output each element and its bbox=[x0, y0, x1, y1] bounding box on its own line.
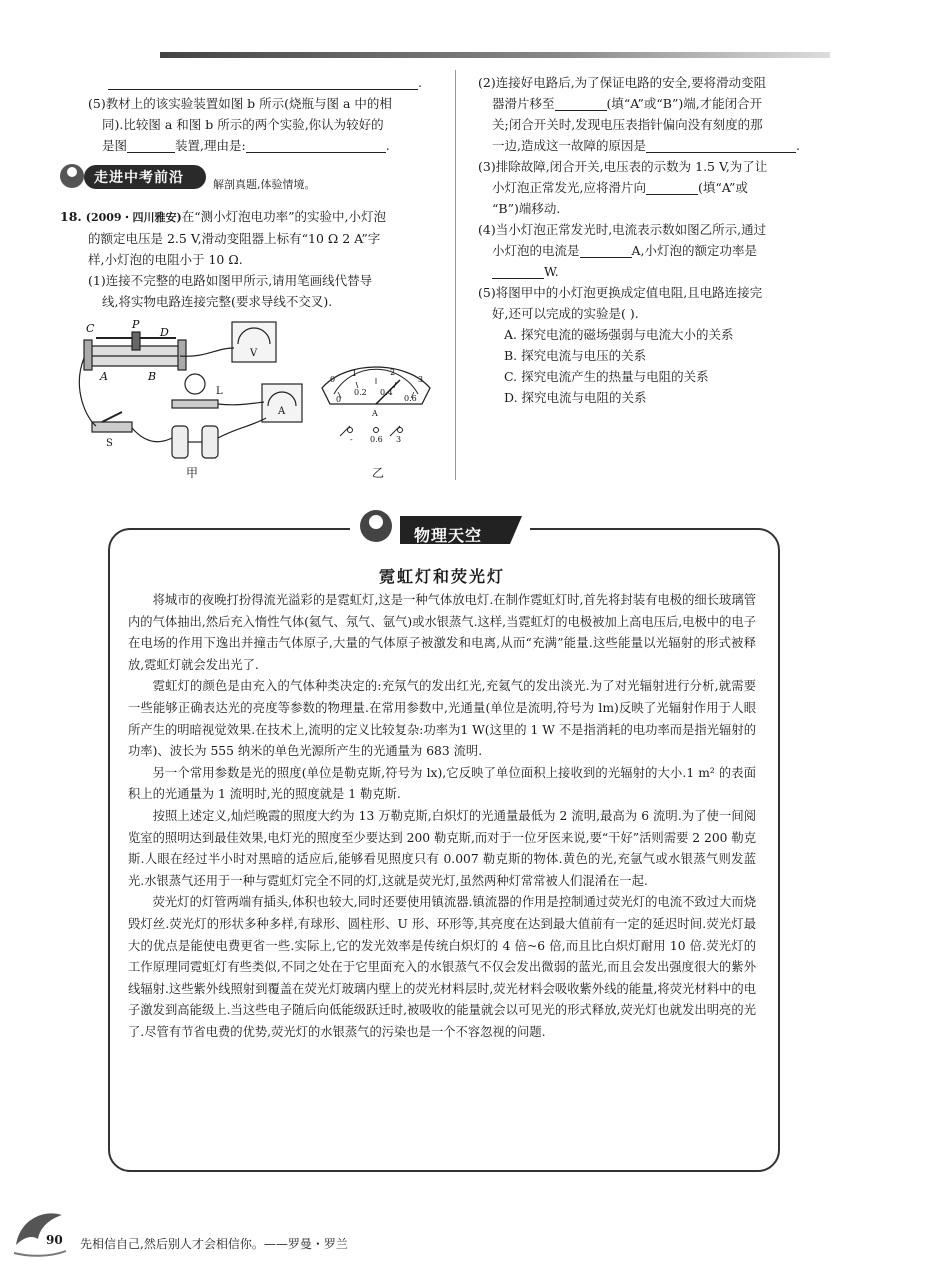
svg-text:2: 2 bbox=[390, 368, 396, 377]
panel-paragraph-1: 将城市的夜晚打扮得流光溢彩的是霓虹灯,这是一种气体放电灯.在制作霓虹灯时,首先将封装有电极的细长玻璃管内的气体抽出,然后充入惰性气体(氦气、氖气、氩气)或水银蒸气.这样,当霓虹灯的电极被加上高电压后,电极中的电子在电场的作用下逸出并撞击气体原子,大量的气体原子被激发和电离,从而“充满”能量.这些能量以光辐射的形式被释放,霓虹灯就会发出光了. bbox=[128, 593, 756, 672]
q2-line-3: 关;闭合开关时,发现电压表指针偏向没有刻度的那 bbox=[492, 117, 763, 132]
left-column bbox=[60, 72, 438, 312]
q4-line-3: W. bbox=[478, 261, 828, 282]
svg-text:0.6: 0.6 bbox=[370, 435, 383, 444]
svg-text:1: 1 bbox=[352, 369, 358, 378]
option-d: D. 探究电流与电阻的关系 bbox=[504, 390, 647, 405]
label-Am: A bbox=[278, 406, 286, 417]
option-b: B. 探究电流与电压的关系 bbox=[504, 348, 647, 363]
q5-line-2: 同).比较图 a 和图 b 所示的两个实验,你认为较好的 bbox=[102, 117, 384, 132]
panel-paragraph-3: 另一个常用参数是光的照度(单位是勒克斯,符号为 lx),它反映了单位面积上接收到的光辐射的大小.1 m² 的表面积上的光通量为 1 流明时,光的照度就是 1 勒克斯. bbox=[128, 765, 756, 802]
label-A: A bbox=[100, 370, 108, 383]
svg-text:0.6: 0.6 bbox=[404, 394, 417, 403]
svg-text:3: 3 bbox=[396, 435, 402, 444]
q18-1-line-1: (1)连接不完整的电路如图甲所示,请用笔画线代替导 bbox=[88, 273, 373, 288]
q4-line-2: 小灯泡的电流是 A,小灯泡的额定功率是 bbox=[492, 243, 758, 258]
q3-line-3: “B”)端移动. bbox=[492, 201, 561, 216]
circuit-figure bbox=[76, 318, 306, 468]
q5-line-1: (5)教材上的该实验装置如图 b 所示(烧瓶与图 a 中的相 bbox=[88, 96, 392, 111]
label-L: L bbox=[216, 386, 223, 397]
options-list bbox=[478, 324, 828, 408]
q5-answer-line: . bbox=[88, 72, 438, 93]
svg-text:-: - bbox=[350, 435, 353, 444]
column-divider bbox=[455, 70, 456, 480]
svg-text:0: 0 bbox=[336, 395, 342, 404]
svg-text:0.2: 0.2 bbox=[354, 388, 367, 397]
caption-yi: 乙 bbox=[372, 466, 385, 480]
q18-line-1: 18. (2009・四川雅安)在“测小灯泡电功率”的实验中,小灯泡 bbox=[60, 209, 387, 224]
label-C: C bbox=[86, 322, 95, 335]
q18-line-3: 样,小灯泡的电阻小于 10 Ω. bbox=[88, 252, 243, 267]
panel-paragraph-2: 霓虹灯的颜色是由充入的气体种类决定的:充氖气的发出红光,充氦气的发出淡光.为了对光辐射进行分析,就需要一些能够正确表达光的亮度等参数的物理量.在常用参数中,光通量(单位是流明,符号为 lm)反映了光辐射作用于人眼所产生的明暗视觉效果.在技术上,流明的定义比较复杂:功率为1 W(这里的 1 W 不是指消耗的电功率而是指光辐射的功率)、波长为 555 纳米的单色光源所产生的光通量为 683 流明. bbox=[128, 679, 756, 759]
right-column bbox=[478, 72, 828, 408]
label-S: S bbox=[106, 438, 113, 449]
q5-right-line-1: (5)将图甲中的小灯泡更换成定值电阻,且电路连接完 bbox=[478, 285, 763, 300]
page-footer bbox=[10, 1205, 610, 1265]
svg-text:A: A bbox=[372, 409, 378, 418]
q2-line-2: 器滑片移至 (填“A”或“B”)端,才能闭合开 bbox=[492, 96, 763, 111]
footer-quote: 先相信自己,然后别人才会相信你。——罗曼・罗兰 bbox=[80, 1237, 348, 1251]
panel-body bbox=[128, 590, 756, 1043]
section-header bbox=[58, 160, 438, 200]
label-D: D bbox=[160, 326, 169, 339]
q2-line-4: 一边,造成这一故障的原因是 . bbox=[492, 138, 800, 153]
option-a: A. 探究电流的磁场强弱与电流大小的关系 bbox=[504, 327, 734, 342]
svg-text:3: 3 bbox=[418, 375, 424, 384]
q2-line-1: (2)连接好电路后,为了保证电路的安全,要将滑动变阻 bbox=[478, 75, 767, 90]
panel-title: 霓虹灯和荧光灯 bbox=[378, 567, 505, 586]
label-P: P bbox=[132, 318, 140, 331]
q18-1-line-2: 线,将实物电路连接完整(要求导线不交叉). bbox=[102, 294, 333, 309]
top-decor-bar bbox=[160, 52, 830, 58]
label-B: B bbox=[148, 370, 157, 383]
caption-jia: 甲 bbox=[186, 466, 199, 480]
panel-badge-label: 物理天空 bbox=[414, 526, 483, 545]
q4-line-1: (4)当小灯泡正常发光时,电流表示数如图乙所示,通过 bbox=[478, 222, 767, 237]
page-number: 90 bbox=[46, 1233, 63, 1247]
svg-text:0.4: 0.4 bbox=[380, 388, 393, 397]
panel-paragraph-4: 按照上述定义,灿烂晚霞的照度大约为 13 万勒克斯,白炽灯的光通量最低为 2 流明,最高为 6 流明.为了使一间阅览室的照明达到最佳效果,电灯光的照度至少要达到 200 勒克斯,而对于一位牙医来说,要“干好”活则需要 2 200 勒克斯.人眼在经过半小时对黑暗的适应后,能够看见照度只有 0.007 勒克斯的物体.黄色的光,充氩气或水银蒸气则发蓝光.水银蒸气还用于一种与霓虹灯完全不同的灯,这就是荧光灯,虽然两种灯常常被人们混淆在一起. bbox=[128, 808, 756, 888]
q3-line-2: 小灯泡正常发光,应将滑片向 (填“A”或 bbox=[492, 180, 748, 195]
option-c: C. 探究电流产生的热量与电阻的关系 bbox=[504, 369, 709, 384]
q5-right-line-2: 好,还可以完成的实验是( ). bbox=[492, 306, 639, 321]
q3-line-1: (3)排除故障,闭合开关,电压表的示数为 1.5 V,为了让 bbox=[478, 159, 768, 174]
section-badge-label: 走进中考前沿 bbox=[94, 170, 184, 186]
label-V: V bbox=[250, 348, 258, 359]
q5-line-3: 是图 装置,理由是: . bbox=[102, 138, 390, 153]
q18-line-2: 的额定电压是 2.5 V,滑动变阻器上标有“10 Ω 2 A”字 bbox=[88, 231, 381, 246]
section-subtitle: 解剖真题,体验情境。 bbox=[213, 178, 316, 191]
svg-text:0: 0 bbox=[330, 375, 336, 384]
panel-paragraph-5: 荧光灯的灯管两端有插头,体积也较大,同时还要使用镇流器.镇流器的作用是控制通过荧光灯的电流不致过大而烧毁灯丝.荧光灯的形状多种多样,有球形、圆柱形、U 形、环形等,其亮度在达到最大值前有一定的延迟时间.荧光灯最大的优点是能使电费更省一些.实际上,它的发光效率是传统白炽灯的 4 倍~6 倍,而且比白炽灯耐用 10 倍.荧光灯的工作原理同霓虹灯有些类似,不同之处在于它里面充入的水银蒸气不仅会发出微弱的蓝光,而且会发出强度很大的紫外线辐射.这些紫外线照射到覆盖在荧光灯玻璃内壁上的荧光材料层时,荧光材料会吸收紫外线的能量,将荧光材料中的电子激发到高能级上.当这些电子随后向低能级跃迁时,被吸收的能量就会以可见光的形式释放,荧光灯也就发出明亮的光了.尽管有节省电费的优势,荧光灯的水银蒸气的污染也是一个不容忽视的问题. bbox=[128, 895, 756, 1039]
ammeter-figure bbox=[316, 364, 436, 448]
